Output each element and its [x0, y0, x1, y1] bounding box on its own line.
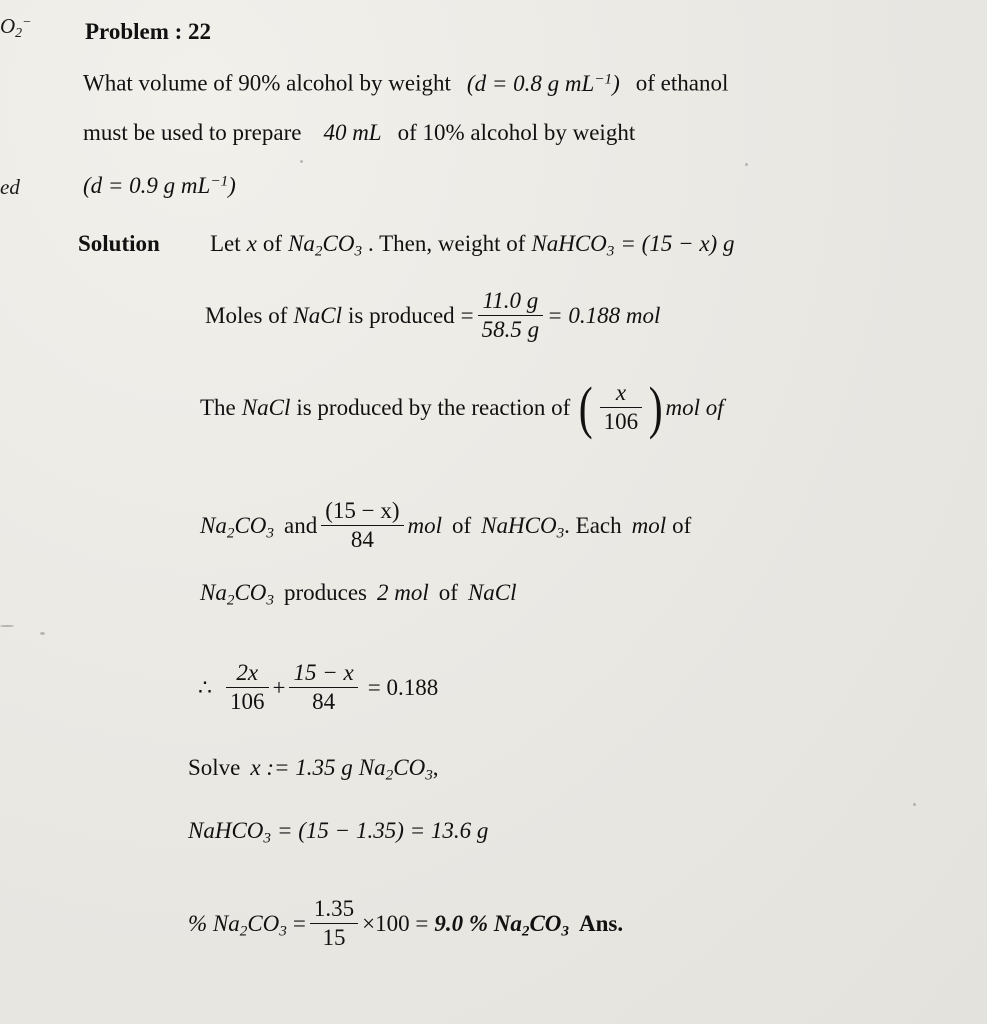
solution-line8-eq: = (15 − 1.35) = 13.6 g	[277, 818, 489, 843]
page-speck	[745, 163, 748, 166]
solution-line9-eq: =	[292, 911, 306, 937]
problem-density-solution: (d = 0.9 g $mL^{-1}$)	[83, 172, 236, 198]
formula-nacl: NaCl	[293, 303, 342, 329]
fraction-denominator: 106	[603, 409, 639, 435]
problem-volume: 40 mL	[323, 120, 382, 145]
problem-statement-line-2	[83, 120, 635, 146]
solution-line3-pre: The	[200, 395, 236, 421]
solution-line4-each: . Each	[564, 513, 622, 539]
fraction-numerator: (15 − x)	[321, 498, 403, 526]
solution-line6-eq: = 0.188	[367, 675, 439, 701]
solution-line1-then: . Then, weight of	[368, 231, 526, 256]
solution-line7-solve: Solve	[188, 755, 241, 780]
solution-line-9-final	[188, 898, 623, 954]
solution-line3-mid: is produced by the reaction of	[296, 395, 571, 421]
formula-na2co3: $Na_2CO_3$	[358, 755, 433, 784]
fraction-15-minus-x-over-84	[289, 660, 357, 716]
solution-line5-produces: produces	[283, 580, 368, 605]
fraction-mass-over-molar-mass	[478, 288, 544, 344]
formula-nahco3: NaHCO$_3$	[481, 513, 565, 542]
problem-label: Problem : 22	[85, 19, 212, 44]
solution-label: Solution	[78, 231, 160, 256]
percent-na2co3-label: % $Na_2CO_3$	[188, 911, 287, 940]
solution-line4-of2: of	[672, 513, 692, 539]
solution-line7-x: x :	[250, 755, 275, 780]
fraction-denominator: 15	[322, 925, 346, 951]
solution-line7-val: = 1.35 g	[274, 755, 353, 780]
solution-line-6-equation	[198, 662, 438, 718]
therefore-symbol: ∴	[198, 675, 212, 701]
problem-statement-line-3	[83, 172, 236, 199]
solution-line1-eq: = (15 − x) g	[620, 231, 735, 256]
solution-line1-of: of	[262, 231, 283, 256]
solution-line-3	[200, 375, 724, 441]
solution-line-8	[188, 818, 488, 847]
fraction-numerator: 15 − x	[289, 660, 357, 688]
fraction-2x-over-106	[226, 660, 269, 716]
final-answer-value: 9.0 % $Na_2CO_3$	[434, 911, 569, 940]
left-paren: (	[579, 375, 593, 441]
solution-line2-pre: Moles of	[205, 303, 288, 329]
solution-line-7	[188, 755, 439, 784]
solution-line-4	[200, 500, 691, 556]
formula-nacl: NaCl	[241, 395, 291, 421]
solution-line-2	[205, 290, 660, 346]
margin-fragment-mid	[0, 175, 20, 200]
solution-line4-of: of	[452, 513, 472, 539]
formula-nahco3: NaHCO$_3$	[188, 818, 271, 847]
problem-statement-1c: of ethanol	[635, 70, 729, 96]
page-speck	[40, 632, 45, 635]
fraction-denominator: 106	[230, 689, 265, 715]
solution-line-5	[200, 580, 517, 609]
problem-statement-2c: of 10% alcohol by weight	[397, 120, 636, 145]
solution-line2-eq: =	[460, 303, 474, 329]
var-x: x	[246, 231, 257, 256]
solution-line5-2mol: 2 mol	[377, 580, 429, 605]
problem-statement-1a: What volume of 90% alcohol by weight	[83, 70, 451, 96]
solution-line3-post: mol of	[665, 395, 724, 421]
fraction-x-over-106	[600, 380, 643, 436]
fraction-numerator: 11.0 g	[478, 288, 544, 316]
parenthesized-fraction	[576, 375, 665, 441]
solution-line2-result: = 0.188 mol	[547, 303, 661, 329]
fraction-numerator: 1.35	[310, 896, 358, 924]
plus-symbol: +	[272, 675, 286, 701]
fraction-denominator: 58.5 g	[481, 317, 540, 343]
problem-density-ethanol: (d = 0.8 g $mL^{-1}$)	[466, 70, 620, 96]
fraction-1-35-over-15	[310, 896, 358, 952]
answer-tag: Ans.	[579, 911, 624, 937]
problem-statement-line-1	[83, 70, 728, 97]
fraction-denominator: 84	[312, 689, 336, 715]
solution-line7-comma: ,	[432, 755, 439, 780]
solution-line4-mol2: mol	[631, 513, 667, 539]
fraction-denominator: 84	[350, 527, 374, 553]
page-speck	[913, 803, 916, 806]
formula-na2co3: $Na_2CO_3$	[200, 580, 274, 609]
fraction-numerator: 2x	[226, 660, 269, 688]
solution-line4-mol: mol	[407, 513, 442, 539]
solution-line2-mid: is produced	[348, 303, 455, 329]
solution-line5-of: of	[438, 580, 458, 605]
solution-line9-times: ×100 =	[362, 911, 429, 937]
fraction-numerator: x	[600, 380, 643, 408]
problem-statement-2a: must be used to prepare	[83, 120, 302, 145]
page-speck	[300, 160, 303, 163]
page-edge-mark	[0, 625, 14, 627]
right-paren: )	[648, 375, 663, 441]
formula-na2co3: $Na_2CO_3$	[288, 231, 363, 260]
formula-nahco3: NaHCO$_3$	[531, 231, 615, 260]
formula-na2co3: $Na_2CO_3$	[200, 513, 274, 542]
solution-line-1	[210, 231, 734, 260]
margin-fragment-mid-text: ed	[0, 175, 20, 199]
formula-nacl: NaCl	[467, 580, 517, 605]
fraction-15-minus-x-over-84	[321, 498, 403, 554]
margin-fragment-top: $O_2^-$	[0, 14, 32, 40]
solution-line4-and: and	[283, 513, 318, 539]
solution-line1-pre: Let	[210, 231, 241, 256]
